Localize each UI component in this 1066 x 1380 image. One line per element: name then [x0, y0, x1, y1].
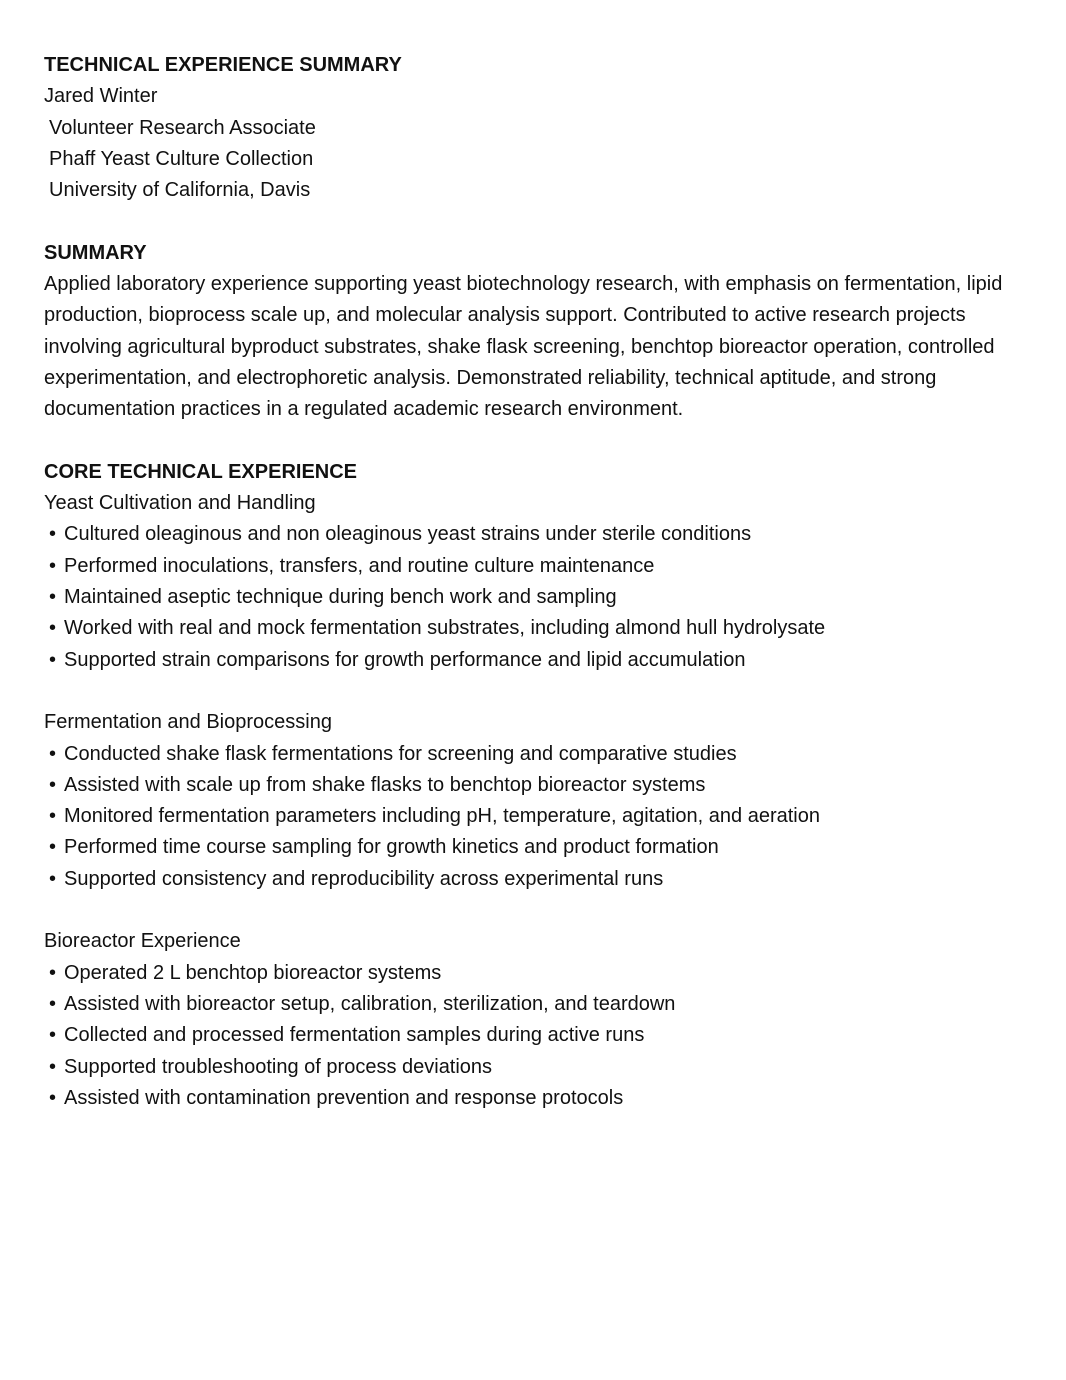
subsection-yeast-cultivation	[44, 488, 1034, 676]
list-item	[44, 864, 1034, 895]
list-item	[44, 801, 1034, 832]
list-item	[44, 551, 1034, 582]
subsection-title: Yeast Cultivation and Handling	[44, 492, 316, 515]
list-item-text: Assisted with bioreactor setup, calibration, sterilization, and teardown	[64, 992, 676, 1015]
person-role: Volunteer Research Associate	[49, 116, 316, 139]
bullet-icon: •	[49, 773, 57, 796]
summary-text: Applied laboratory experience supporting yeast biotechnology research, with emphasis on fermentation, lipid production, bioprocess scale up, and molecular analysis support. Contributed to active research projects involving agricultural byproduct substrates, shake flask screening, benchtop bioreactor operation, controlled experimentation, and electrophoretic analysis. Demonstrated reliability, technical aptitude, and strong documentation practices in a regulated academic research environment.	[44, 273, 1003, 421]
list-item	[44, 519, 1034, 550]
list-item-text: Performed time course sampling for growth kinetics and product formation	[64, 836, 719, 859]
spacer	[44, 426, 1034, 457]
spacer	[44, 895, 1034, 926]
bullet-icon: •	[49, 554, 57, 577]
list-item	[44, 989, 1034, 1020]
list-item-text: Supported strain comparisons for growth performance and lipid accumulation	[64, 648, 746, 671]
list-item	[44, 1020, 1034, 1051]
spacer	[44, 676, 1034, 707]
bullet-icon: •	[49, 992, 57, 1015]
list-item-text: Worked with real and mock fermentation substrates, including almond hull hydrolysate	[64, 617, 826, 640]
bullet-icon: •	[49, 1055, 57, 1078]
list-item-text: Performed inoculations, transfers, and routine culture maintenance	[64, 554, 655, 577]
document-page	[44, 50, 1034, 1114]
bullet-icon: •	[49, 1024, 57, 1047]
summary-heading: SUMMARY	[44, 241, 147, 264]
list-item	[44, 739, 1034, 770]
bullet-icon: •	[49, 523, 57, 546]
list-item	[44, 613, 1034, 644]
list-item	[44, 958, 1034, 989]
core-experience-section	[44, 457, 1034, 1114]
list-item	[44, 645, 1034, 676]
bullet-icon: •	[49, 1086, 57, 1109]
subsection-fermentation	[44, 707, 1034, 895]
list-item-text: Conducted shake flask fermentations for screening and comparative studies	[64, 742, 737, 765]
list-item	[44, 1083, 1034, 1114]
list-item	[44, 832, 1034, 863]
subsection-title: Fermentation and Bioprocessing	[44, 711, 332, 734]
list-item	[44, 770, 1034, 801]
bullet-list	[44, 519, 1034, 675]
summary-section	[44, 238, 1034, 426]
core-heading: CORE TECHNICAL EXPERIENCE	[44, 460, 358, 483]
bullet-icon: •	[49, 961, 57, 984]
list-item-text: Assisted with scale up from shake flasks to benchtop bioreactor systems	[64, 773, 706, 796]
institution: University of California, Davis	[49, 179, 311, 202]
bullet-list	[44, 739, 1034, 895]
subsection-bioreactor	[44, 926, 1034, 1114]
bullet-icon: •	[49, 617, 57, 640]
bullet-icon: •	[49, 648, 57, 671]
header-block	[44, 50, 1034, 206]
bullet-icon: •	[49, 586, 57, 609]
list-item-text: Monitored fermentation parameters including pH, temperature, agitation, and aeration	[64, 805, 820, 828]
subsection-title: Bioreactor Experience	[44, 930, 241, 953]
list-item	[44, 582, 1034, 613]
organization: Phaff Yeast Culture Collection	[49, 147, 314, 170]
list-item-text: Assisted with contamination prevention and response protocols	[64, 1086, 624, 1109]
list-item-text: Collected and processed fermentation samples during active runs	[64, 1024, 645, 1047]
bullet-list	[44, 958, 1034, 1114]
list-item	[44, 1052, 1034, 1083]
document-title: TECHNICAL EXPERIENCE SUMMARY	[44, 54, 402, 76]
list-item-text: Maintained aseptic technique during bench work and sampling	[64, 586, 617, 609]
spacer	[44, 206, 1034, 237]
bullet-icon: •	[49, 742, 57, 765]
person-name: Jared Winter	[44, 85, 158, 108]
bullet-icon: •	[49, 867, 57, 890]
list-item-text: Cultured oleaginous and non oleaginous yeast strains under sterile conditions	[64, 523, 752, 546]
bullet-icon: •	[49, 836, 57, 859]
list-item-text: Operated 2 L benchtop bioreactor systems	[64, 961, 442, 984]
list-item-text: Supported consistency and reproducibility across experimental runs	[64, 867, 664, 890]
bullet-icon: •	[49, 805, 57, 828]
list-item-text: Supported troubleshooting of process deviations	[64, 1055, 493, 1078]
